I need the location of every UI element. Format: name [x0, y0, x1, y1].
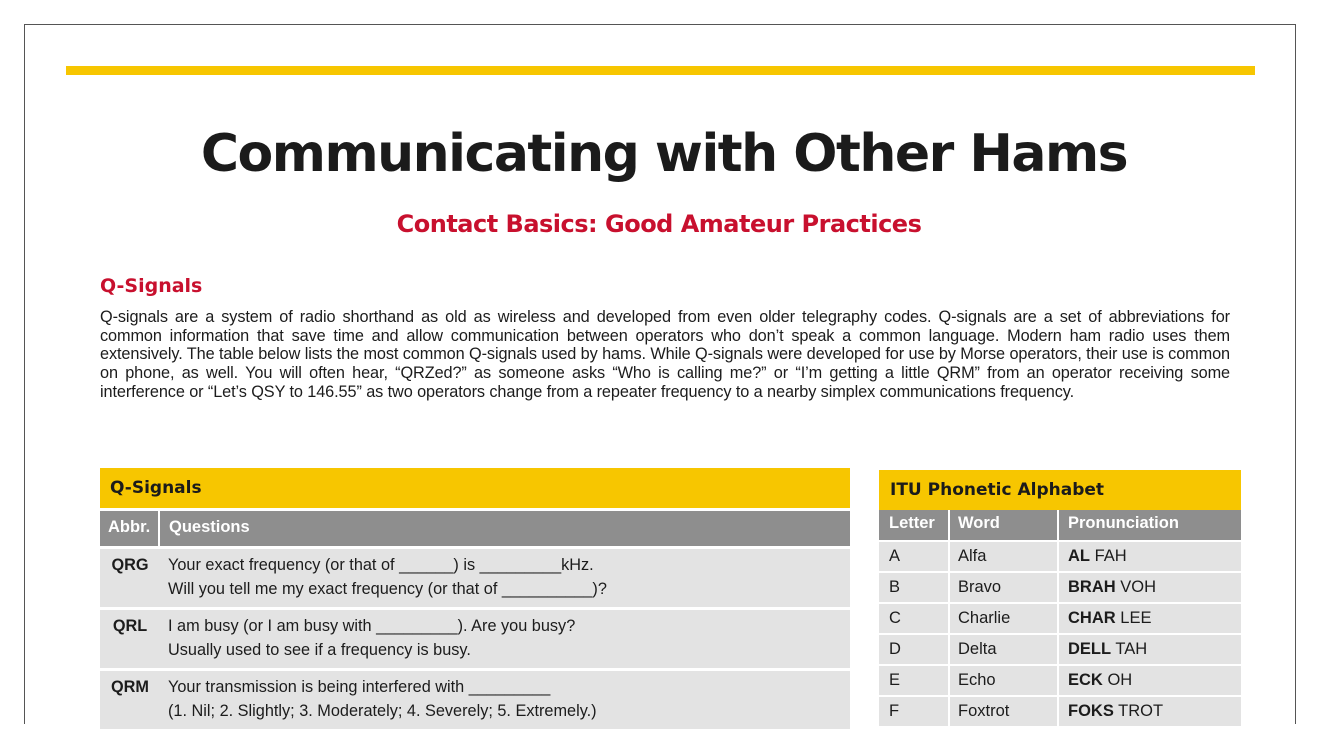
table-row	[879, 666, 1241, 695]
word-cell: Foxtrot	[950, 697, 1059, 726]
abbr-cell: QRL	[112, 617, 148, 635]
stressed-syllable: AL	[1068, 547, 1090, 565]
intro-paragraph: Q-signals are a system of radio shorthand as old as wireless and developed from even older telegraphy codes. Q-signals are a set of abbreviations for common information that save time and allow communication between operators who don’t speak a common language. Modern ham radio uses them extensively. The table below lists the most common Q-signals used by hams. While Q-signals were developed for use by Morse operators, their use is common on phone, as well. You will often hear, “QRZed?” as someone asks “Who is calling me?” or “I’m getting a little QRM” from an operator receiving some interference or “Let’s QSY to 146.55” as two operators change from a repeater frequency to a nearby simplex communications frequency.	[100, 308, 1230, 401]
unstressed-syllable: TROT	[1118, 702, 1164, 720]
unstressed-syllable: FAH	[1094, 547, 1127, 565]
top-accent-rule	[66, 66, 1255, 75]
question-line: Usually used to see if a frequency is busy.	[168, 641, 471, 659]
letter-cell: A	[879, 542, 950, 571]
table-row	[879, 573, 1241, 602]
table-row	[100, 549, 850, 607]
question-cell	[160, 610, 850, 668]
word-cell: Delta	[950, 635, 1059, 664]
word-cell: Charlie	[950, 604, 1059, 633]
pronunciation-cell	[1059, 573, 1241, 602]
page-subtitle: Contact Basics: Good Amateur Practices	[396, 210, 922, 238]
pronunciation-cell	[1059, 542, 1241, 571]
page-title: Communicating with Other Hams	[200, 124, 1128, 184]
header-word: Word	[950, 510, 1059, 540]
question-cell	[160, 671, 850, 729]
stressed-syllable: ECK	[1068, 671, 1103, 689]
itu-phonetic-table	[879, 470, 1241, 726]
stressed-syllable: BRAH	[1068, 578, 1116, 596]
abbr-cell: QRM	[111, 678, 149, 696]
question-line: Your exact frequency (or that of ______) is _________kHz.	[168, 556, 594, 574]
question-line: I am busy (or I am busy with _________). Are you busy?	[168, 617, 576, 635]
pronunciation-cell	[1059, 635, 1241, 664]
table-row	[879, 697, 1241, 726]
stressed-syllable: CHAR	[1068, 609, 1116, 627]
stressed-syllable: DELL	[1068, 640, 1112, 658]
unstressed-syllable: TAH	[1115, 640, 1148, 658]
header-questions: Questions	[169, 518, 250, 536]
unstressed-syllable: LEE	[1120, 609, 1152, 627]
letter-cell: D	[879, 635, 950, 664]
header-pronunciation: Pronunciation	[1068, 514, 1179, 532]
word-cell: Alfa	[950, 542, 1059, 571]
pronunciation-cell	[1059, 666, 1241, 695]
question-line: Will you tell me my exact frequency (or that of __________)?	[168, 580, 607, 598]
table-row	[879, 542, 1241, 571]
header-letter: Letter	[879, 510, 950, 540]
letter-cell: C	[879, 604, 950, 633]
table-row	[100, 671, 850, 729]
question-line: (1. Nil; 2. Slightly; 3. Moderately; 4. Severely; 5. Extremely.)	[168, 702, 597, 720]
letter-cell: F	[879, 697, 950, 726]
section-heading: Q-Signals	[100, 275, 203, 297]
word-cell: Echo	[950, 666, 1059, 695]
pronunciation-cell	[1059, 604, 1241, 633]
unstressed-syllable: OH	[1107, 671, 1133, 689]
letter-cell: E	[879, 666, 950, 695]
table-row	[879, 635, 1241, 664]
qsignals-table-title: Q-Signals	[100, 468, 850, 508]
qsignals-table-header	[100, 511, 850, 546]
table-row	[100, 610, 850, 668]
pronunciation-cell	[1059, 697, 1241, 726]
abbr-cell: QRG	[111, 556, 149, 574]
itu-table-header	[879, 510, 1241, 540]
word-cell: Bravo	[950, 573, 1059, 602]
itu-table-title: ITU Phonetic Alphabet	[879, 470, 1241, 510]
qsignals-table	[100, 468, 850, 729]
unstressed-syllable: VOH	[1120, 578, 1157, 596]
question-line: Your transmission is being interfered with _________	[168, 678, 551, 696]
header-abbr: Abbr.	[100, 511, 160, 546]
stressed-syllable: FOKS	[1068, 702, 1114, 720]
table-row	[879, 604, 1241, 633]
question-cell	[160, 549, 850, 607]
letter-cell: B	[879, 573, 950, 602]
